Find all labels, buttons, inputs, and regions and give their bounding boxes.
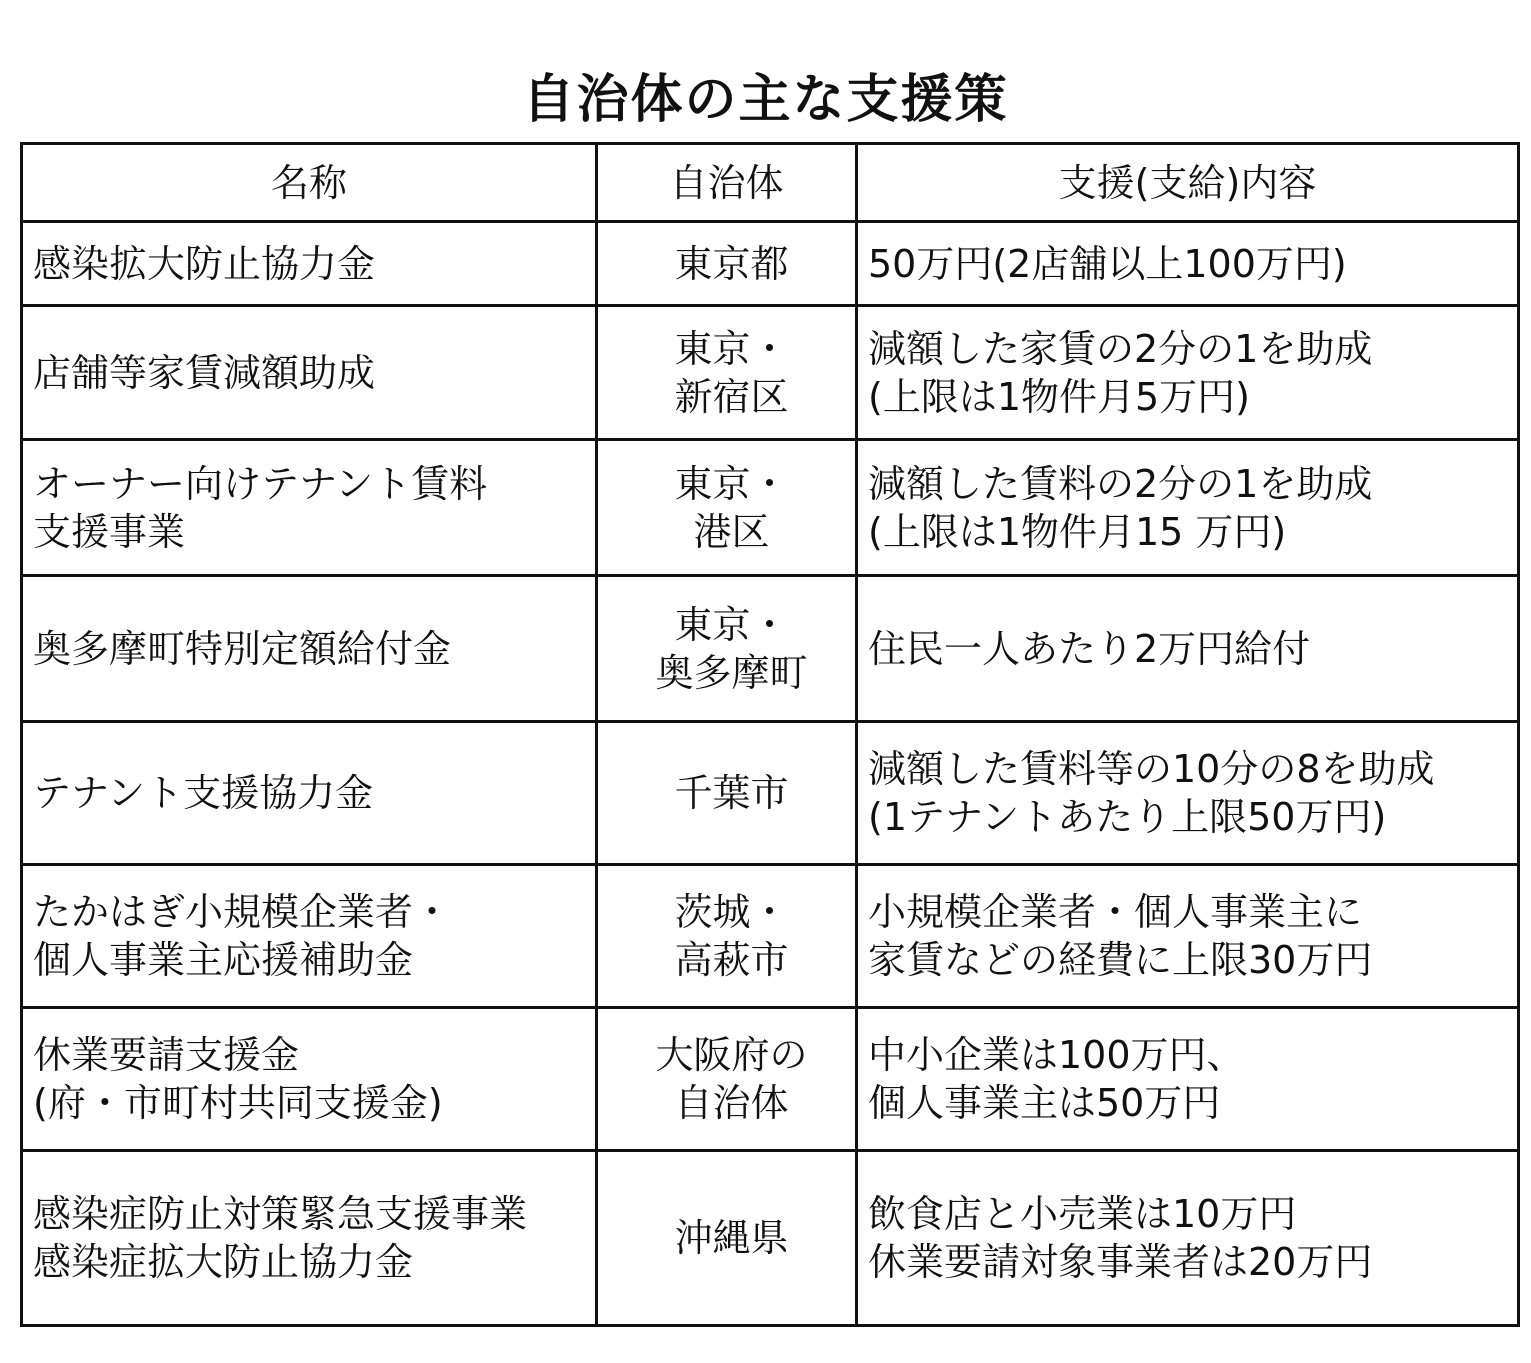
cell-line: 個人事業主応援補助金 — [33, 938, 414, 982]
cell-municipality — [597, 1151, 857, 1326]
cell-line: (上限は1物件月15 万円) — [868, 509, 1287, 554]
cell-municipality — [597, 576, 857, 722]
cell-line: 家賃などの経費に上限30万円 — [868, 938, 1373, 982]
cell-content — [857, 865, 1519, 1008]
cell-line: (1テナントあたり上限50万円) — [868, 795, 1387, 839]
cell-line: 千葉市 — [674, 771, 789, 815]
cell-content — [857, 1008, 1519, 1151]
cell-name — [22, 222, 597, 306]
cell-line: 高萩市 — [674, 938, 789, 982]
support-measures-table — [20, 142, 1520, 1327]
cell-municipality — [597, 222, 857, 306]
page-title: 自治体の主な支援策 — [522, 70, 1009, 130]
cell-line: 港区 — [693, 509, 770, 554]
cell-line: 飲食店と小売業は10万円 — [868, 1192, 1297, 1236]
table-row — [22, 576, 1519, 722]
cell-line: 減額した賃料等の10分の8を助成 — [868, 747, 1435, 791]
table-row — [22, 865, 1519, 1008]
cell-line: 奥多摩町 — [655, 650, 808, 695]
cell-content — [857, 306, 1519, 440]
cell-line: 感染症防止対策緊急支援事業 — [33, 1192, 528, 1236]
cell-line: 減額した家賃の2分の1を助成 — [868, 326, 1373, 371]
cell-name — [22, 722, 597, 865]
cell-line: オーナー向けテナント賃料 — [33, 461, 488, 506]
cell-line: 感染症拡大防止協力金 — [33, 1240, 414, 1284]
table-row — [22, 222, 1519, 306]
cell-name — [22, 576, 597, 722]
cell-line: たかはぎ小規模企業者・ — [33, 890, 452, 934]
cell-municipality — [597, 722, 857, 865]
cell-line: 支援事業 — [33, 509, 186, 554]
table-row — [22, 1008, 1519, 1151]
cell-line: 東京・ — [674, 326, 789, 371]
cell-municipality — [597, 306, 857, 440]
cell-name — [22, 1008, 597, 1151]
cell-name — [22, 440, 597, 576]
cell-line: 住民一人あたり2万円給付 — [868, 626, 1311, 671]
cell-line: 小規模企業者・個人事業主に — [868, 890, 1363, 934]
cell-line: 奥多摩町特別定額給付金 — [33, 626, 452, 671]
cell-line: 茨城・ — [674, 890, 789, 934]
cell-line: (府・市町村共同支援金) — [33, 1081, 443, 1125]
cell-content — [857, 440, 1519, 576]
cell-line: 自治体 — [674, 1081, 789, 1125]
header-municipality: 自治体 — [597, 144, 857, 222]
cell-content — [857, 576, 1519, 722]
header-name: 名称 — [22, 144, 597, 222]
table-row — [22, 440, 1519, 576]
cell-line: 休業要請支援金 — [33, 1033, 300, 1077]
cell-line: 東京・ — [674, 602, 789, 647]
cell-content — [857, 1151, 1519, 1326]
cell-line: 新宿区 — [674, 374, 789, 419]
cell-line: 沖縄県 — [674, 1216, 789, 1260]
cell-line: 50万円(2店舗以上100万円) — [868, 241, 1347, 286]
cell-municipality — [597, 440, 857, 576]
cell-line: (上限は1物件月5万円) — [868, 374, 1251, 419]
table-header-row — [22, 144, 1519, 222]
cell-line: 感染拡大防止協力金 — [33, 241, 376, 286]
cell-line: 個人事業主は50万円 — [868, 1081, 1221, 1125]
cell-content — [857, 722, 1519, 865]
cell-municipality — [597, 865, 857, 1008]
cell-name — [22, 306, 597, 440]
table-row — [22, 722, 1519, 865]
cell-line: 中小企業は100万円、 — [868, 1033, 1245, 1077]
cell-name — [22, 865, 597, 1008]
cell-line: 休業要請対象事業者は20万円 — [868, 1240, 1373, 1284]
cell-line: テナント支援協力金 — [33, 771, 374, 815]
cell-name — [22, 1151, 597, 1326]
cell-line: 東京都 — [674, 241, 789, 286]
cell-municipality — [597, 1008, 857, 1151]
cell-line: 大阪府の — [655, 1033, 808, 1077]
table-row — [22, 306, 1519, 440]
cell-line: 減額した賃料の2分の1を助成 — [868, 461, 1373, 506]
cell-content — [857, 222, 1519, 306]
cell-line: 東京・ — [674, 461, 789, 506]
header-content: 支援(支給)内容 — [857, 144, 1519, 222]
table-row — [22, 1151, 1519, 1326]
cell-line: 店舗等家賃減額助成 — [33, 350, 376, 395]
